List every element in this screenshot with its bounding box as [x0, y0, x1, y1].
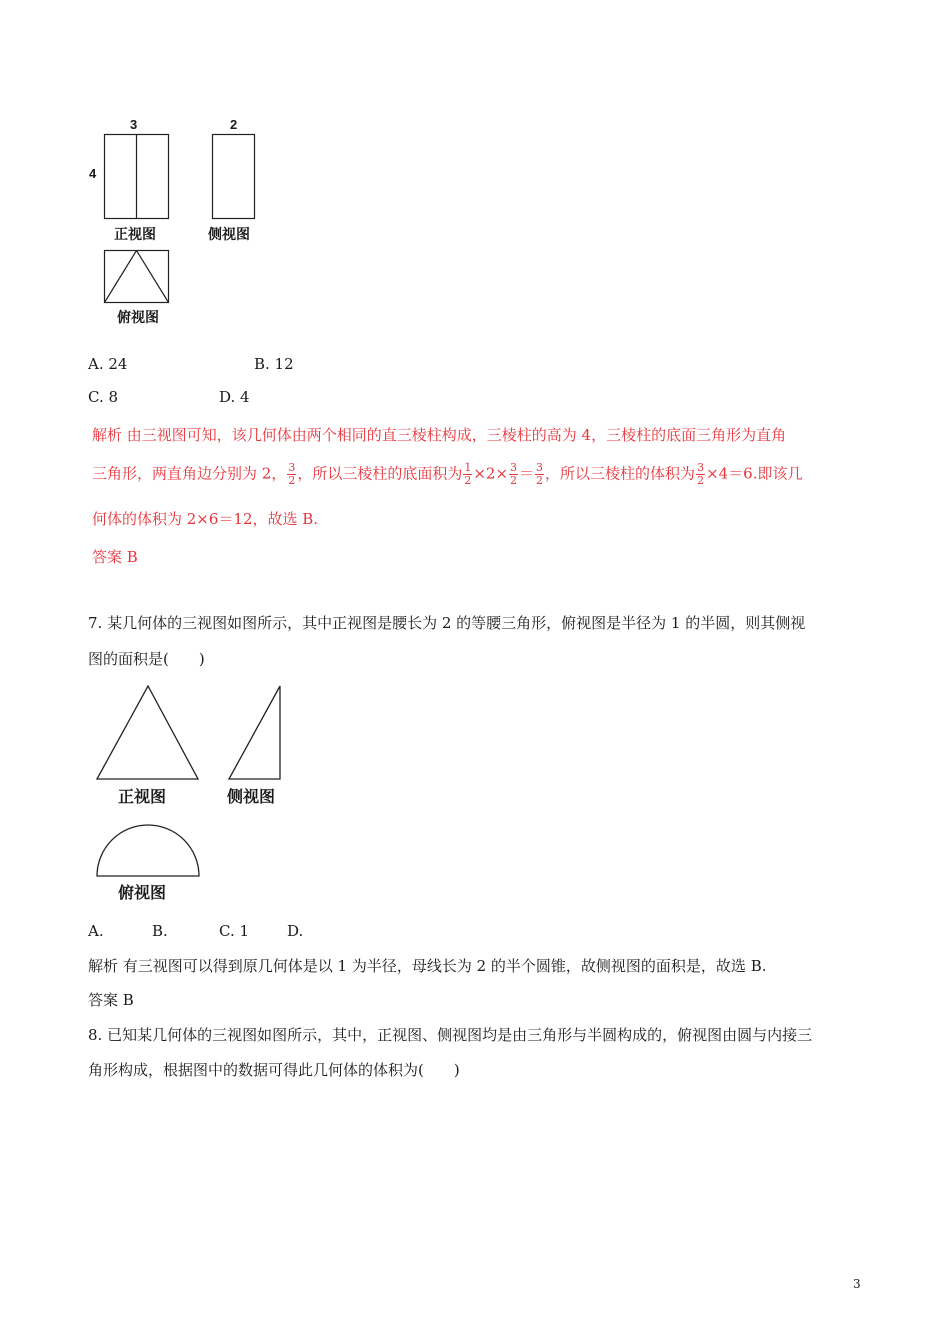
q7-option-b: B. — [152, 922, 168, 940]
q7-side-view — [228, 685, 282, 781]
q6-option-a: A. 24 — [88, 355, 128, 373]
q6-solution-text: ＝ — [519, 464, 535, 483]
dim-label-4: 4 — [89, 166, 97, 181]
q6-front-view — [104, 134, 170, 220]
q6-solution-text: ×2× — [473, 464, 509, 483]
q7-solution: 解析 有三视图可以得到原几何体是以 1 为半径，母线长为 2 的半个圆锥，故侧视图的面积是，故选 B. — [88, 957, 767, 975]
q8-stem-line-2: 角形构成，根据图中的数据可得此几何体的体积为( ) — [88, 1061, 460, 1079]
q6-solution-line-2 — [92, 462, 803, 487]
fraction: $\frac{3}{2}$ — [697, 461, 705, 487]
q6-solution-text: ×4＝6.即该几 — [706, 464, 803, 483]
q6-answer: 答案 B — [92, 548, 138, 566]
q7-option-d: D. — [287, 922, 304, 940]
fraction: $\frac{3}{2}$ — [536, 461, 544, 487]
q6-option-b: B. 12 — [254, 355, 294, 373]
q6-top-view-label: 俯视图 — [117, 310, 159, 326]
q6-option-d: D. 4 — [219, 388, 250, 406]
q8-stem-line-1: 8. 已知某几何体的三视图如图所示，其中，正视图、侧视图均是由三角形与半圆构成的，俯视图由圆与内接三 — [88, 1026, 813, 1044]
q7-side-view-label: 侧视图 — [227, 787, 276, 806]
q6-solution-text: 三角形，两直角边分别为 2， — [92, 464, 287, 483]
q7-answer: 答案 B — [88, 991, 134, 1009]
q6-top-view — [104, 250, 170, 304]
q6-side-view-label: 侧视图 — [208, 227, 250, 243]
q7-stem-line-1: 7. 某几何体的三视图如图所示，其中正视图是腰长为 2 的等腰三角形，俯视图是半径为 1 的半圆，则其侧视 — [88, 614, 806, 632]
dim-label-3: 3 — [130, 117, 138, 132]
fraction: $\frac{3}{2}$ — [510, 461, 518, 487]
q7-option-c: C. 1 — [219, 922, 250, 940]
q6-solution-text: ，所以三棱柱的底面积为 — [297, 464, 463, 483]
dim-label-2: 2 — [230, 117, 238, 132]
page-number: 3 — [853, 1277, 861, 1291]
fraction: $\frac{3}{2}$ — [288, 461, 296, 487]
fraction: $\frac{1}{2}$ — [464, 461, 472, 487]
q6-solution-line-3: 何体的体积为 2×6＝12，故选 B. — [92, 510, 319, 528]
q6-front-view-label: 正视图 — [114, 227, 156, 243]
q7-option-a: A. — [88, 922, 104, 940]
q7-front-view-label: 正视图 — [118, 787, 167, 806]
q6-option-c: C. 8 — [88, 388, 119, 406]
q6-side-view — [212, 134, 256, 220]
q7-front-view — [96, 685, 200, 781]
q6-solution-line-1: 解析 由三视图可知，该几何体由两个相同的直三棱柱构成，三棱柱的高为 4，三棱柱的底面三角形为直角 — [92, 426, 787, 444]
q7-top-view — [96, 824, 200, 878]
q7-top-view-label: 俯视图 — [118, 883, 167, 902]
q6-solution-text: ，所以三棱柱的体积为 — [545, 464, 696, 483]
q7-stem-line-2: 图的面积是( ) — [88, 650, 205, 668]
